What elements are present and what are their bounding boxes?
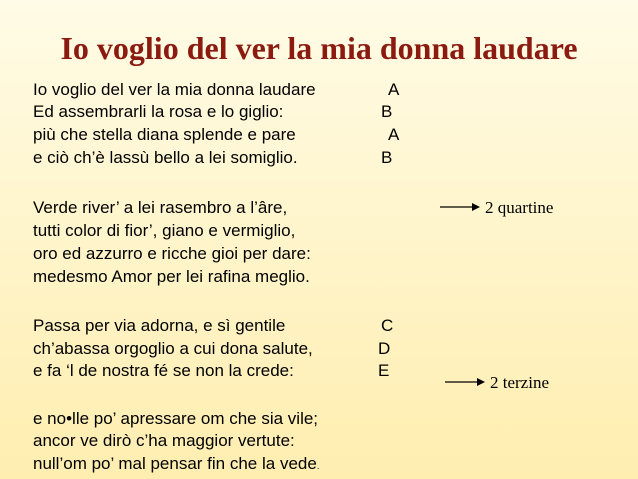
- verse-line: più che stella diana splende e pare: [33, 125, 296, 144]
- verse-line: medesmo Amor per lei rafina meglio.: [33, 267, 310, 286]
- verse-line: e ciò ch’è lassù bello a lei somiglio.: [33, 148, 298, 167]
- verse-line: Passa per via adorna, e sì gentile: [33, 316, 286, 335]
- arrow-right-icon: [445, 376, 485, 388]
- verse-text: null’om po’ mal pensar fin che la vede: [33, 454, 317, 473]
- rhyme-letter: E: [378, 361, 390, 380]
- verse-line: [33, 454, 319, 476]
- rhyme-letter: B: [381, 102, 393, 121]
- verse-line: ch’abassa orgoglio a cui dona salute,: [33, 339, 313, 358]
- rhyme-letter: A: [388, 80, 400, 99]
- rhyme-letter: C: [381, 316, 394, 335]
- verse-line: ancor ve dirò c’ha maggior vertute:: [33, 431, 295, 450]
- verse-line: e no•lle po’ apressare om che sia vile;: [33, 409, 319, 428]
- verse-line: Verde river’ a lei rasembro a l’âre,: [33, 198, 288, 217]
- verse-line: oro ed azzurro e ricche gioi per dare:: [33, 244, 311, 263]
- rhyme-letter: B: [381, 148, 393, 167]
- quartine-label: 2 quartine: [485, 198, 554, 217]
- verse-line: e fa ‘l de nostra fé se non la crede:: [33, 361, 294, 380]
- verse-line: Io voglio del ver la mia donna laudare: [33, 80, 316, 99]
- terzine-label: 2 terzine: [490, 373, 549, 392]
- rhyme-letter: A: [388, 125, 400, 144]
- arrow-right-icon: [440, 201, 480, 213]
- final-period: .: [316, 461, 320, 471]
- verse-line: tutti color di fior’, giano e vermiglio,: [33, 221, 296, 240]
- verse-line: Ed assembrarli la rosa e lo giglio:: [33, 102, 284, 121]
- rhyme-letter: D: [378, 339, 391, 358]
- slide-title: Io voglio del ver la mia donna laudare: [60, 30, 578, 66]
